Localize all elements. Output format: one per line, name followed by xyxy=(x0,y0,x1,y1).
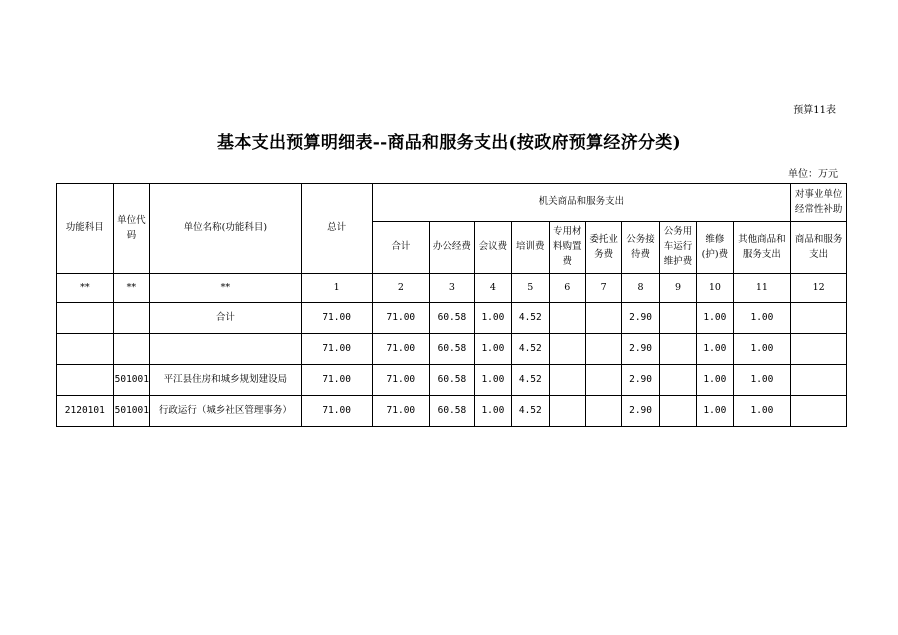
index-cell: 8 xyxy=(622,274,659,303)
value-cell xyxy=(549,303,585,334)
header-unit-code: 单位代码 xyxy=(113,184,149,274)
value-cell: 1.00 xyxy=(697,365,733,396)
unit-code-cell xyxy=(113,334,149,365)
value-cell: 71.00 xyxy=(301,396,372,427)
value-cell xyxy=(549,365,585,396)
unit-name-cell xyxy=(150,334,302,365)
value-cell: 1.00 xyxy=(733,303,791,334)
header-sub: 其他商品和服务支出 xyxy=(733,222,791,274)
index-cell: 6 xyxy=(549,274,585,303)
value-cell: 1.00 xyxy=(733,365,791,396)
value-cell: 4.52 xyxy=(512,334,549,365)
index-row xyxy=(57,274,847,303)
func-code-cell xyxy=(57,365,114,396)
index-cell: 2 xyxy=(372,274,430,303)
index-cell: ** xyxy=(150,274,302,303)
budget-table xyxy=(56,183,847,427)
value-cell: 4.52 xyxy=(512,303,549,334)
value-cell: 2.90 xyxy=(622,334,659,365)
table-row xyxy=(57,396,847,427)
value-cell: 1.00 xyxy=(697,334,733,365)
table-number: 预算11表 xyxy=(793,105,836,116)
unit-label: 单位：万元 xyxy=(788,169,838,180)
unit-name-cell: 平江县住房和城乡规划建设局 xyxy=(150,365,302,396)
value-cell xyxy=(791,334,847,365)
value-cell: 2.90 xyxy=(622,303,659,334)
value-cell: 4.52 xyxy=(512,365,549,396)
header-sub: 公务用车运行维护费 xyxy=(659,222,696,274)
value-cell: 60.58 xyxy=(430,334,475,365)
value-cell xyxy=(549,334,585,365)
header-sub: 培训费 xyxy=(512,222,549,274)
header-subsidy-sub: 商品和服务支出 xyxy=(791,222,847,274)
header-sub: 公务接待费 xyxy=(622,222,659,274)
value-cell: 1.00 xyxy=(474,396,511,427)
header-group: 机关商品和服务支出 xyxy=(372,184,791,222)
value-cell: 71.00 xyxy=(301,303,372,334)
header-sub: 维修(护)费 xyxy=(697,222,733,274)
value-cell: 71.00 xyxy=(301,334,372,365)
value-cell xyxy=(585,303,621,334)
table-row xyxy=(57,303,847,334)
index-cell: 1 xyxy=(301,274,372,303)
value-cell: 1.00 xyxy=(474,365,511,396)
index-cell: 7 xyxy=(585,274,621,303)
index-cell: 11 xyxy=(733,274,791,303)
func-code-cell xyxy=(57,334,114,365)
value-cell: 1.00 xyxy=(474,303,511,334)
index-cell: 9 xyxy=(659,274,696,303)
header-sub: 合计 xyxy=(372,222,430,274)
index-cell: ** xyxy=(113,274,149,303)
unit-code-cell: 501001 xyxy=(113,365,149,396)
value-cell xyxy=(659,396,696,427)
unit-code-cell xyxy=(113,303,149,334)
value-cell: 71.00 xyxy=(301,365,372,396)
value-cell: 1.00 xyxy=(697,396,733,427)
index-cell: 5 xyxy=(512,274,549,303)
index-cell: 3 xyxy=(430,274,475,303)
header-unit-name: 单位名称(功能科目) xyxy=(150,184,302,274)
value-cell xyxy=(659,365,696,396)
index-cell: 12 xyxy=(791,274,847,303)
header-sub: 专用材料购置费 xyxy=(549,222,585,274)
value-cell xyxy=(791,365,847,396)
table-row xyxy=(57,365,847,396)
value-cell: 2.90 xyxy=(622,396,659,427)
value-cell: 1.00 xyxy=(733,334,791,365)
unit-name-cell: 行政运行（城乡社区管理事务） xyxy=(150,396,302,427)
value-cell: 71.00 xyxy=(372,365,430,396)
header-sub: 会议费 xyxy=(474,222,511,274)
header-func-code: 功能科目 xyxy=(57,184,114,274)
value-cell: 1.00 xyxy=(474,334,511,365)
value-cell: 71.00 xyxy=(372,334,430,365)
value-cell xyxy=(585,396,621,427)
value-cell: 71.00 xyxy=(372,396,430,427)
value-cell: 71.00 xyxy=(372,303,430,334)
value-cell: 4.52 xyxy=(512,396,549,427)
value-cell: 1.00 xyxy=(697,303,733,334)
unit-code-cell: 501001 xyxy=(113,396,149,427)
index-cell: 10 xyxy=(697,274,733,303)
value-cell: 60.58 xyxy=(430,396,475,427)
func-code-cell: 2120101 xyxy=(57,396,114,427)
value-cell xyxy=(585,334,621,365)
page-title: 基本支出预算明细表--商品和服务支出(按政府预算经济分类) xyxy=(217,133,681,153)
header-sub: 委托业务费 xyxy=(585,222,621,274)
value-cell xyxy=(791,396,847,427)
value-cell xyxy=(659,334,696,365)
header-subsidy: 对事业单位经常性补助 xyxy=(791,184,847,222)
index-cell: 4 xyxy=(474,274,511,303)
value-cell xyxy=(659,303,696,334)
value-cell xyxy=(791,303,847,334)
value-cell: 2.90 xyxy=(622,365,659,396)
header-sub: 办公经费 xyxy=(430,222,475,274)
value-cell xyxy=(549,396,585,427)
value-cell: 60.58 xyxy=(430,365,475,396)
value-cell xyxy=(585,365,621,396)
unit-name-cell: 合计 xyxy=(150,303,302,334)
value-cell: 1.00 xyxy=(733,396,791,427)
table-row xyxy=(57,334,847,365)
index-cell: ** xyxy=(57,274,114,303)
header-row-1 xyxy=(57,184,847,222)
header-total: 总计 xyxy=(301,184,372,274)
func-code-cell xyxy=(57,303,114,334)
value-cell: 60.58 xyxy=(430,303,475,334)
